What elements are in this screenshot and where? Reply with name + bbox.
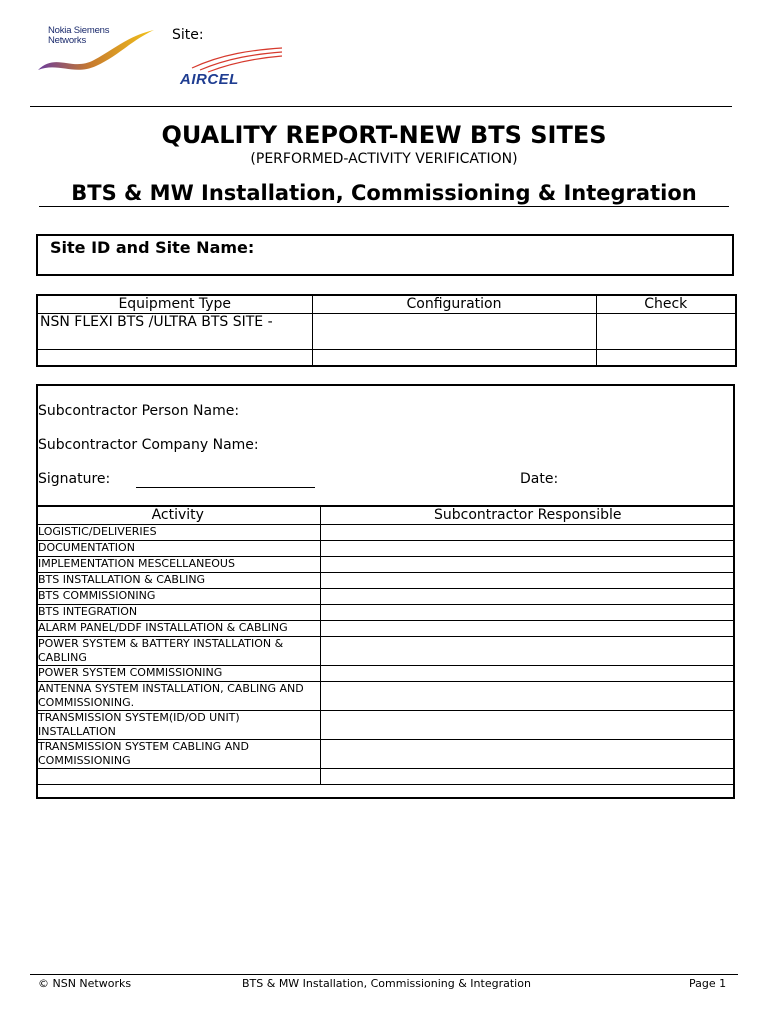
activity-header: Activity bbox=[36, 506, 320, 524]
check-cell[interactable] bbox=[596, 349, 736, 366]
table-row bbox=[36, 710, 735, 739]
site-label: Site: bbox=[172, 27, 204, 43]
check-header: Check bbox=[596, 295, 736, 313]
date-label: Date: bbox=[520, 471, 559, 487]
signature-label: Signature: bbox=[38, 471, 111, 487]
responsible-cell[interactable] bbox=[320, 588, 735, 604]
activity-cell: ALARM PANEL/DDF INSTALLATION & CABLING bbox=[36, 620, 320, 636]
responsible-cell[interactable] bbox=[320, 572, 735, 588]
aircel-logo-text: AIRCEL bbox=[180, 71, 239, 88]
table-row bbox=[37, 313, 736, 349]
activity-table bbox=[36, 505, 735, 785]
activity-cell: BTS INSTALLATION & CABLING bbox=[36, 572, 320, 588]
equipment-table bbox=[36, 294, 737, 367]
signature-line[interactable] bbox=[136, 487, 315, 488]
table-row bbox=[36, 620, 735, 636]
nsn-logo-text bbox=[48, 26, 109, 46]
activity-cell: LOGISTIC/DELIVERIES bbox=[36, 524, 320, 540]
responsible-cell[interactable] bbox=[320, 540, 735, 556]
nsn-logo-line1: Nokia Siemens bbox=[48, 25, 110, 36]
site-id-label: Site ID and Site Name: bbox=[50, 238, 255, 257]
activity-cell: POWER SYSTEM & BATTERY INSTALLATION & CABLING bbox=[36, 636, 320, 665]
responsible-cell[interactable] bbox=[320, 768, 735, 784]
equipment-type-cell[interactable] bbox=[37, 349, 312, 366]
aircel-logo bbox=[172, 46, 286, 94]
equipment-table-header bbox=[37, 295, 736, 313]
activity-cell[interactable] bbox=[36, 768, 320, 784]
header-divider bbox=[30, 106, 732, 107]
responsible-cell[interactable] bbox=[320, 636, 735, 665]
activity-cell: BTS INTEGRATION bbox=[36, 604, 320, 620]
site-id-field[interactable] bbox=[36, 234, 734, 276]
check-cell[interactable] bbox=[596, 313, 736, 349]
footer-copyright: © NSN Networks bbox=[38, 977, 132, 990]
responsible-cell[interactable] bbox=[320, 604, 735, 620]
equipment-type-cell: NSN FLEXI BTS /ULTRA BTS SITE - bbox=[37, 313, 312, 349]
footer-document-title: BTS & MW Installation, Commissioning & Integration bbox=[242, 977, 531, 990]
equipment-type-header: Equipment Type bbox=[37, 295, 312, 313]
nokia-siemens-logo bbox=[36, 26, 160, 74]
responsible-cell[interactable] bbox=[320, 620, 735, 636]
table-row bbox=[36, 604, 735, 620]
configuration-cell[interactable] bbox=[312, 349, 596, 366]
table-row bbox=[36, 768, 735, 784]
footer-divider bbox=[30, 974, 738, 975]
table-row bbox=[36, 572, 735, 588]
report-title: QUALITY REPORT-NEW BTS SITES bbox=[161, 121, 607, 149]
scope-title-underline bbox=[39, 206, 729, 207]
footer-page-number: Page 1 bbox=[689, 977, 727, 990]
activity-cell: IMPLEMENTATION MESCELLANEOUS bbox=[36, 556, 320, 572]
activity-cell: TRANSMISSION SYSTEM(ID/OD UNIT) INSTALLATION bbox=[36, 710, 320, 739]
subcontractor-responsible-header: Subcontractor Responsible bbox=[320, 506, 735, 524]
configuration-cell[interactable] bbox=[312, 313, 596, 349]
table-row bbox=[36, 588, 735, 604]
table-row bbox=[36, 665, 735, 681]
subcontractor-company-label: Subcontractor Company Name: bbox=[38, 437, 259, 453]
nsn-logo-line2: Networks bbox=[48, 35, 86, 46]
activity-cell: POWER SYSTEM COMMISSIONING bbox=[36, 665, 320, 681]
configuration-header: Configuration bbox=[312, 295, 596, 313]
scope-title: BTS & MW Installation, Commissioning & Integration bbox=[71, 181, 697, 205]
table-row bbox=[37, 349, 736, 366]
responsible-cell[interactable] bbox=[320, 739, 735, 768]
responsible-cell[interactable] bbox=[320, 710, 735, 739]
report-subtitle: (PERFORMED-ACTIVITY VERIFICATION) bbox=[250, 151, 518, 167]
activity-cell: BTS COMMISSIONING bbox=[36, 588, 320, 604]
table-row bbox=[36, 540, 735, 556]
activity-cell: ANTENNA SYSTEM INSTALLATION, CABLING AND COMMISSIONING. bbox=[36, 681, 320, 710]
activity-cell: DOCUMENTATION bbox=[36, 540, 320, 556]
activity-table-header bbox=[36, 506, 735, 524]
table-row bbox=[36, 681, 735, 710]
subcontractor-person-label: Subcontractor Person Name: bbox=[38, 403, 240, 419]
table-row bbox=[36, 636, 735, 665]
responsible-cell[interactable] bbox=[320, 665, 735, 681]
responsible-cell[interactable] bbox=[320, 556, 735, 572]
table-row bbox=[36, 556, 735, 572]
table-row bbox=[36, 739, 735, 768]
table-row bbox=[36, 524, 735, 540]
responsible-cell[interactable] bbox=[320, 681, 735, 710]
responsible-cell[interactable] bbox=[320, 524, 735, 540]
activity-cell: TRANSMISSION SYSTEM CABLING AND COMMISSIONING bbox=[36, 739, 320, 768]
